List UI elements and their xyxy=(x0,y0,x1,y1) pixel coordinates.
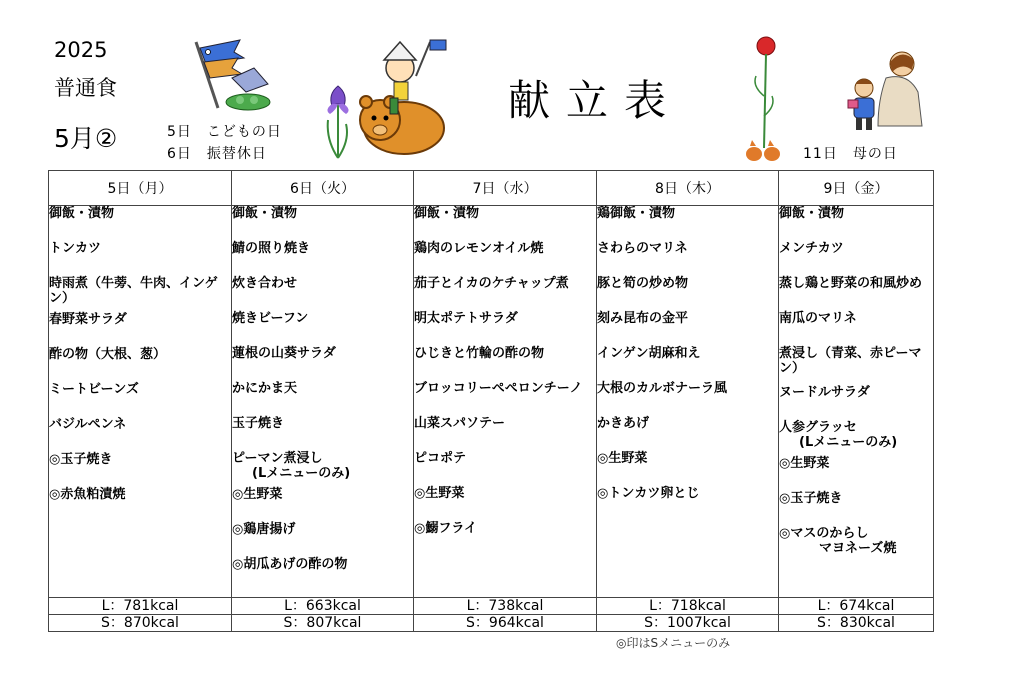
menu-item: 酢の物（大根、葱） xyxy=(49,347,167,362)
menu-item: インゲン胡麻和え xyxy=(597,346,701,361)
holidays xyxy=(167,121,282,165)
menu-item: 御飯・漬物 xyxy=(779,206,845,221)
menu-item: 炊き合わせ xyxy=(232,276,298,291)
menu-item: ◎鶏唐揚げ xyxy=(232,522,296,537)
holiday-childrens-day: 5日 こどもの日 xyxy=(167,124,282,140)
menu-item xyxy=(779,420,933,450)
mother-child-icon xyxy=(842,44,926,136)
page-title: 献立表 xyxy=(508,76,683,125)
s-kcal-thu: S：1007kcal xyxy=(597,615,779,632)
menu-item: 明太ポテトサラダ xyxy=(414,311,518,326)
menu-item: 豚と筍の炒め物 xyxy=(597,276,689,291)
menu-item-name: ピーマン煮浸し xyxy=(232,451,323,466)
menu-item: ◎赤魚粕漬焼 xyxy=(49,487,126,502)
menu-item: 大根のカルボナーラ風 xyxy=(597,381,728,396)
footnote: ◎印はSメニューのみ xyxy=(616,636,731,650)
menu-column-fri xyxy=(779,206,934,598)
day-header-thu: 8日（木） xyxy=(597,171,779,206)
menu-item-note: (Lメニューのみ) xyxy=(252,466,351,481)
menu-item: ミートビーンズ xyxy=(49,382,139,397)
menu-table xyxy=(48,170,934,632)
menu-item: ひじきと竹輪の酢の物 xyxy=(414,346,545,361)
boy-on-bear-icon xyxy=(350,36,450,160)
menu-item: 御飯・漬物 xyxy=(49,206,115,221)
menu-column-mon xyxy=(49,206,232,598)
menu-item: ◎生野菜 xyxy=(597,451,648,466)
menu-item: 御飯・漬物 xyxy=(232,206,298,221)
menu-item: 茄子とイカのケチャップ煮 xyxy=(414,276,569,291)
l-kcal-fri: L：674kcal xyxy=(779,598,934,615)
koinobori-kabuto-icon xyxy=(188,38,278,114)
menu-item: 時雨煮（牛蒡、牛肉、インゲン） xyxy=(49,276,218,306)
menu-item: ◎胡瓜あげの酢の物 xyxy=(232,557,348,572)
menu-item: ブロッコリーペペロンチーノ xyxy=(414,381,583,396)
menu-item: 山菜スパソテー xyxy=(414,416,506,431)
menu-item: ◎鰯フライ xyxy=(414,521,477,536)
l-kcal-wed: L：738kcal xyxy=(414,598,597,615)
l-kcal-tue: L：663kcal xyxy=(232,598,414,615)
month: 5月② xyxy=(54,124,118,153)
menu-item: 鶏肉のレモンオイル焼 xyxy=(414,241,544,256)
menu-item: メンチカツ xyxy=(779,241,844,256)
menu-item: ◎玉子焼き xyxy=(49,452,113,467)
day-header-tue: 6日（火） xyxy=(232,171,414,206)
menu-item-name: 人参グラッセ xyxy=(779,420,857,435)
s-kcal-wed: S：964kcal xyxy=(414,615,597,632)
menu-item: ◎生野菜 xyxy=(414,486,465,501)
menu-item: バジルペンネ xyxy=(49,417,127,432)
menu-item: ◎生野菜 xyxy=(779,456,830,471)
menu-item: 煮浸し（青菜、赤ピーマン） xyxy=(779,346,922,376)
menu-item: ◎玉子焼き xyxy=(779,491,843,506)
s-kcal-mon: S：870kcal xyxy=(49,615,232,632)
menu-item: トンカツ xyxy=(49,241,102,256)
menu-item: さわらのマリネ xyxy=(597,241,688,256)
menu-column-wed xyxy=(414,206,597,598)
menu-item: 蓮根の山葵サラダ xyxy=(232,346,336,361)
menu-item: ◎トンカツ卵とじ xyxy=(597,486,700,501)
l-kcal-mon: L：781kcal xyxy=(49,598,232,615)
menu-item: 玉子焼き xyxy=(232,416,285,431)
menu-item: 鯖の照り焼き xyxy=(232,241,311,256)
menu-item-name: ◎マスのからし xyxy=(779,526,869,541)
meal-type: 普通食 xyxy=(54,76,117,100)
year: 2025 xyxy=(54,38,108,62)
menu-item-note: マヨネーズ焼 xyxy=(819,541,897,556)
menu-item: 蒸し鶏と野菜の和風炒め xyxy=(779,276,923,291)
s-kcal-tue: S：807kcal xyxy=(232,615,414,632)
day-header-mon: 5日（月） xyxy=(49,171,232,206)
menu-item xyxy=(232,451,413,481)
menu-item: かきあげ xyxy=(597,416,650,431)
menu-item: 焼きビーフン xyxy=(232,311,309,326)
mothers-day: 11日 母の日 xyxy=(803,146,898,162)
menu-item: ◎生野菜 xyxy=(232,487,283,502)
menu-item xyxy=(779,526,933,556)
carnation-icon xyxy=(738,36,788,166)
l-kcal-thu: L：718kcal xyxy=(597,598,779,615)
menu-item-note: (Lメニューのみ) xyxy=(799,435,898,450)
menu-item: かにかま天 xyxy=(232,381,298,396)
menu-column-thu xyxy=(597,206,779,598)
menu-item: 刻み昆布の金平 xyxy=(597,311,689,326)
menu-item: 南瓜のマリネ xyxy=(779,311,857,326)
menu-item: 鶏御飯・漬物 xyxy=(597,206,676,221)
menu-item: ヌードルサラダ xyxy=(779,385,870,400)
day-header-fri: 9日（金） xyxy=(779,171,934,206)
holiday-substitute: 6日 振替休日 xyxy=(167,146,267,162)
s-kcal-fri: S：830kcal xyxy=(779,615,934,632)
menu-item: ピコポテ xyxy=(414,451,467,466)
menu-item: 御飯・漬物 xyxy=(414,206,480,221)
menu-column-tue xyxy=(232,206,414,598)
menu-item: 春野菜サラダ xyxy=(49,312,127,327)
day-header-wed: 7日（水） xyxy=(414,171,597,206)
